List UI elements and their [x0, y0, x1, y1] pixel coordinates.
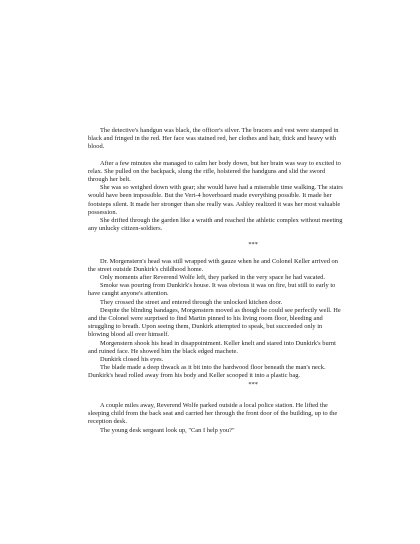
paragraph: The young desk sergeant look up, "Can I help you?"	[100, 426, 235, 434]
paragraph: Dunkirk closed his eyes.	[100, 356, 164, 364]
paragraph: The detective's handgun was black, the officer's silver. The bracers and vest were stamped in black and fringed in the red. Her face was stained red, her clothes and hair, thick and heavy with blood.	[88, 127, 339, 151]
body-text	[88, 127, 343, 435]
paragraph: After a few minutes she managed to calm her body down, but her brain was way to excited to relax. She pulled on the backpack, slung the rifle, holstered the handguns and slid the sword through her belt.	[88, 159, 341, 184]
scene-break: ***	[248, 380, 258, 388]
paragraph: Only moments after Reverend Wolfe left, they parked in the very space he had vacated.	[100, 274, 326, 282]
paragraph: She drifted through the garden like a wraith and reached the athletic complex without meeting any unlucky citizen-soldiers.	[88, 217, 343, 233]
paragraph: The blade made a deep thwack as it bit into the hardwood floor beneath the man's neck. Dunkirk's head rolled away from his body and Keller scooped it into a plastic bag.	[88, 364, 326, 380]
paragraph: They crossed the street and entered through the unlocked kitchen door.	[100, 298, 283, 306]
scene-break: ***	[248, 241, 258, 249]
paragraph: A couple miles away, Reverend Wolfe parked outside a local police station. He lifted the sleeping child from the back seat and carried her through the front door of the building, up to the reception desk.	[88, 401, 338, 426]
paragraph: Morgenstern shook his head in disappointment. Keller knelt and stared into Dunkirk's burnt and ruined face. He showed him the black edged machete.	[88, 339, 336, 355]
paragraph: Dr. Morgenstern's head was still wrapped with gauze when he and Colonel Keller arrived on the street outside Dunkirk's childhood home.	[88, 257, 338, 273]
paragraph: Despite the blinding bandages, Morgenstern moved as though he could see perfectly well. He and the Colonel were surprised to find Martin pinned to his living room floor, bleeding and struggling to breath. Upon seeing them, Dunkirk attempted to speak, but succeeded only in blowing blood all over himself.	[88, 306, 341, 339]
paragraph: Smoke was pouring from Dunkirk's house. It was obvious it was on fire, but still to early to have caught anyone's attention.	[88, 282, 336, 298]
paragraph: She was so weighed down with gear; she would have had a miserable time walking. The stairs would have been impossible. But the Vert-4 hoverboard made everything possible. It made her footsteps silent. It made her stronger than she really was. Ashley realized it was her most valuable possession.	[88, 184, 343, 216]
